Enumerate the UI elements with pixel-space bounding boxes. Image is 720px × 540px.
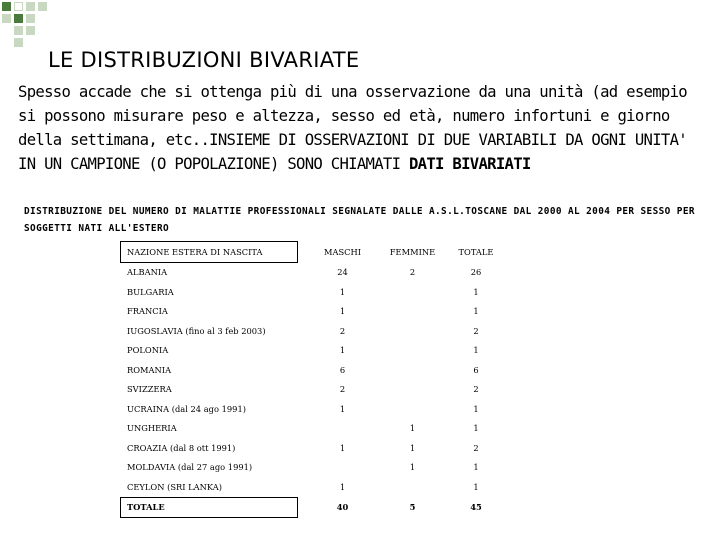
cell-male: 2 xyxy=(339,325,346,336)
table-row xyxy=(120,360,508,380)
cell-total: 26 xyxy=(470,267,482,278)
cell-female xyxy=(381,302,444,322)
cell-nation: CROAZIA (dal 8 ott 1991) xyxy=(127,442,236,453)
table-row xyxy=(120,438,508,458)
table-row xyxy=(120,263,508,283)
cell-female xyxy=(381,321,444,341)
intro-bold-term: DATI BIVARIATI xyxy=(408,155,531,173)
table-row xyxy=(120,282,508,302)
outline-square xyxy=(14,2,23,11)
cell-total: 1 xyxy=(473,423,479,434)
light-square xyxy=(26,2,35,11)
cell-nation: TOTALE xyxy=(120,497,298,519)
cell-total: 2 xyxy=(473,325,479,336)
cell-female xyxy=(381,282,444,302)
table-caption: DISTRIBUZIONE DEL NUMERO DI MALATTIE PROFESSIONALI SEGNALATE DALLE A.S.L.TOSCANE DAL 2000 AL 2004 PER SESSO PER SOGGETTI NATI ALL'ESTERO xyxy=(24,206,695,234)
cell-male: 1 xyxy=(339,442,346,453)
cell-total: 1 xyxy=(473,306,479,317)
cell-male: 1 xyxy=(339,345,346,356)
light-square xyxy=(14,38,23,47)
cell-female xyxy=(381,341,444,361)
slide-title: LE DISTRIBUZIONI BIVARIATE xyxy=(48,48,360,72)
header-female: FEMMINE xyxy=(389,246,436,257)
intro-text: Spesso accade che si ottenga più di una osservazione da una unità (ad esempio si possono misurare peso e altezza, sesso ed età, numero infortuni e giorno della settimana, etc..INSIEME DI OSSERVAZIONI DI DUE VARIABILI DA OGNI UNITA' IN UN CAMPIONE (O POPOLAZIONE) SONO CHIAMATI xyxy=(18,83,687,173)
cell-female xyxy=(381,360,444,380)
header-nation: NAZIONE ESTERA DI NASCITA xyxy=(120,241,298,263)
accent-square xyxy=(2,2,11,11)
cell-nation: MOLDAVIA (dal 27 ago 1991) xyxy=(127,462,253,473)
cell-female: 1 xyxy=(409,462,416,473)
cell-male xyxy=(304,419,381,439)
cell-female: 1 xyxy=(409,423,416,434)
cell-total: 1 xyxy=(473,481,479,492)
cell-nation: ALBANIA xyxy=(127,267,168,278)
table-row xyxy=(120,302,508,322)
cell-nation: IUGOSLAVIA (fino al 3 feb 2003) xyxy=(127,325,266,336)
cell-nation: UCRAINA (dal 24 ago 1991) xyxy=(127,403,246,414)
light-square xyxy=(2,14,11,23)
cell-female: 5 xyxy=(409,502,416,513)
decorative-squares xyxy=(0,0,60,48)
header-total: TOTALE xyxy=(458,246,494,257)
cell-male: 2 xyxy=(339,384,346,395)
table-row xyxy=(120,321,508,341)
cell-male: 1 xyxy=(339,286,346,297)
cell-nation: UNGHERIA xyxy=(127,423,177,434)
cell-nation: SVIZZERA xyxy=(127,384,172,395)
cell-male: 24 xyxy=(337,267,348,278)
cell-total: 2 xyxy=(473,384,479,395)
cell-female xyxy=(381,380,444,400)
cell-male: 6 xyxy=(339,364,346,375)
cell-female: 2 xyxy=(409,267,416,278)
cell-male: 1 xyxy=(339,403,346,414)
cell-nation: POLONIA xyxy=(127,345,169,356)
light-square xyxy=(38,2,47,11)
light-square xyxy=(14,26,23,35)
cell-nation: FRANCIA xyxy=(127,306,168,317)
cell-male: 40 xyxy=(336,502,349,513)
cell-total: 1 xyxy=(473,345,479,356)
cell-nation: BULGARIA xyxy=(127,286,174,297)
table-row xyxy=(120,477,508,497)
table-row xyxy=(120,419,508,439)
cell-female xyxy=(381,399,444,419)
cell-male: 1 xyxy=(339,481,346,492)
table-header-row xyxy=(120,241,508,263)
table-row xyxy=(120,458,508,478)
cell-total: 1 xyxy=(473,403,479,414)
cell-nation: ROMANIA xyxy=(127,364,172,375)
cell-nation: CEYLON (SRI LANKA) xyxy=(127,481,223,492)
light-square xyxy=(26,26,35,35)
table-row xyxy=(120,399,508,419)
table-row xyxy=(120,341,508,361)
light-square xyxy=(26,14,35,23)
cell-male xyxy=(304,458,381,478)
accent-square xyxy=(14,14,23,23)
header-male: MASCHI xyxy=(323,246,362,257)
cell-total: 1 xyxy=(473,286,479,297)
cell-total: 6 xyxy=(473,364,479,375)
cell-female xyxy=(381,477,444,497)
intro-paragraph xyxy=(18,80,713,176)
cell-total: 2 xyxy=(473,442,479,453)
table-row xyxy=(120,380,508,400)
table-body xyxy=(120,263,508,519)
cell-total: 1 xyxy=(473,462,479,473)
cell-female: 1 xyxy=(409,442,416,453)
cell-total: 45 xyxy=(470,502,482,513)
table-total-row xyxy=(120,497,508,519)
data-table xyxy=(120,241,508,518)
cell-male: 1 xyxy=(339,306,346,317)
